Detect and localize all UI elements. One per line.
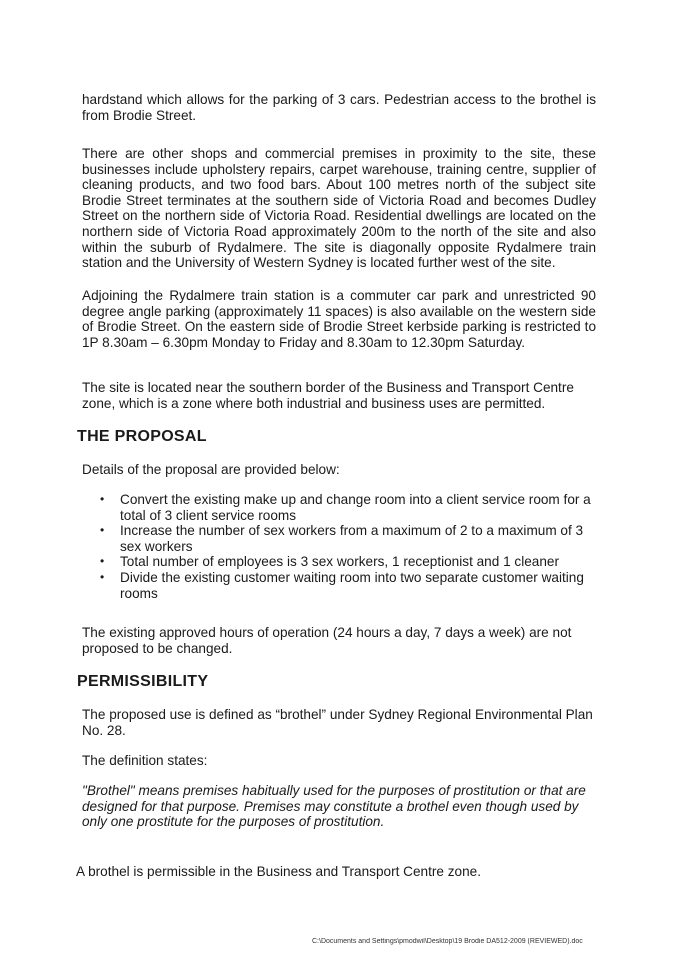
- heading-the-proposal: THE PROPOSAL: [77, 428, 207, 445]
- list-item: [100, 523, 600, 554]
- paragraph-surroundings: There are other shops and commercial premises in proximity to the site, these businesses include upholstery repairs, carpet warehouse, training centre, supplier of cleaning products, and two food bars. About 100 metres north of the subject site Brodie Street terminates at the southern side of Victoria Road and becomes Dudley Street on the northern side of Victoria Road. Residential dwellings are located on the northern side of Victoria Road approximately 200m to the north of the site and also within the suburb of Rydalmere. The site is diagonally opposite Rydalmere train station and the University of Western Sydney is located further west of the site.: [82, 146, 596, 271]
- paragraph-zone: The site is located near the southern border of the Business and Transport Centre zone, which is a zone where both industrial and business uses are permitted.: [82, 380, 574, 411]
- bullet-icon: •: [100, 569, 105, 584]
- definition-quote: "Brothel" means premises habitually used for the purposes of prostitution or that are designed for that purpose. Premises may constitute a brothel even though used by only one prostitute for the purposes of prostitution.: [82, 783, 586, 830]
- list-item: [100, 570, 600, 601]
- heading-permissibility: PERMISSIBILITY: [77, 673, 209, 690]
- paragraph-hardstand: hardstand which allows for the parking of 3 cars. Pedestrian access to the brothel is from Brodie Street.: [82, 92, 596, 123]
- paragraph-definition-reference: The proposed use is defined as “brothel” under Sydney Regional Environmental Plan No. 28.: [82, 707, 593, 738]
- bullet-text: Convert the existing make up and change room into a client service room for a total of 3 client service rooms: [120, 492, 591, 523]
- list-item: [100, 492, 600, 523]
- paragraph-hours: The existing approved hours of operation (24 hours a day, 7 days a week) are not proposed to be changed.: [82, 625, 572, 656]
- paragraph-permissible: A brothel is permissible in the Business and Transport Centre zone.: [76, 863, 482, 879]
- bullet-text: Increase the number of sex workers from a maximum of 2 to a maximum of 3 sex workers: [120, 523, 584, 554]
- footer-file-path: C:\Documents and Settings\pmodwil\Desktop\19 Brodie DA512-2009 (REVIEWED).doc: [312, 938, 583, 945]
- proposal-bullet-list: [100, 492, 600, 601]
- list-item: [100, 554, 600, 570]
- bullet-text: Total number of employees is 3 sex workers, 1 receptionist and 1 cleaner: [120, 554, 559, 570]
- paragraph-definition-states: The definition states:: [82, 753, 208, 768]
- proposal-intro: Details of the proposal are provided below:: [82, 462, 340, 477]
- bullet-text: Divide the existing customer waiting room into two separate customer waiting rooms: [120, 569, 584, 601]
- paragraph-parking: Adjoining the Rydalmere train station is a commuter car park and unrestricted 90 degree angle parking (approximately 11 spaces) is also available on the western side of Brodie Street. On the eastern side of Brodie Street kerbside parking is restricted to 1P 8.30am – 6.30pm Monday to Friday and 8.30am to 12.30pm Saturday.: [82, 288, 596, 350]
- bullet-icon: •: [100, 523, 105, 538]
- bullet-icon: •: [100, 492, 105, 506]
- bullet-icon: •: [100, 554, 105, 569]
